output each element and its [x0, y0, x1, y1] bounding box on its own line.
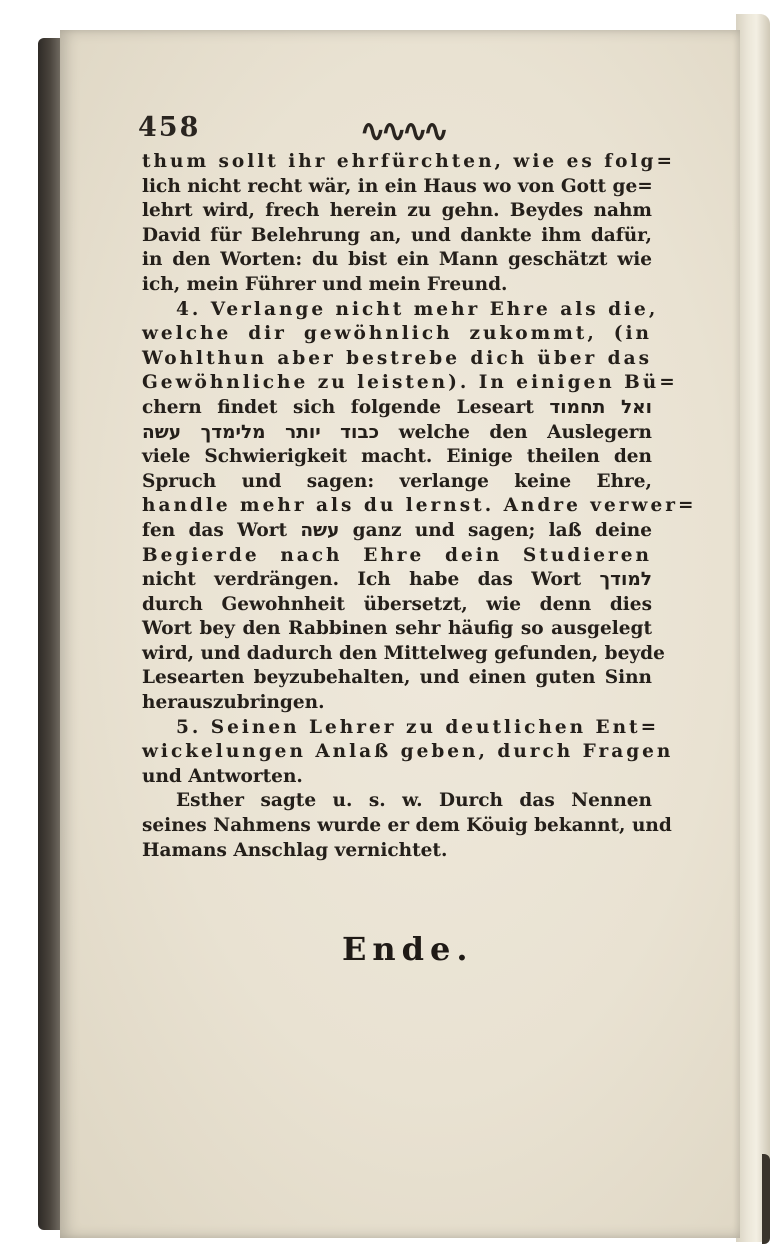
text-line: [142, 568, 652, 593]
line-text: Esther sagte u. s. w. Durch das Nennen: [176, 790, 652, 812]
hebrew-text: ואל תחמוד: [549, 396, 652, 418]
text-line: [142, 298, 659, 323]
line-text: welche den Auslegern: [398, 421, 653, 443]
line-text: Spruch und sagen: verlange keine Ehre,: [142, 470, 652, 492]
text-line: [142, 371, 678, 396]
end-word: Ende.: [342, 930, 474, 968]
text-line: [142, 273, 652, 298]
line-text: viele Schwierigkeit macht. Einige theilen den: [142, 446, 652, 468]
text-line: [142, 716, 660, 741]
text-line: [142, 470, 652, 495]
line-text: Wort bey den Rabbinen sehr häufig so ausgelegt: [142, 618, 652, 640]
text-line: [142, 175, 652, 200]
line-text: 4. Verlange nicht mehr Ehre als die,: [176, 298, 659, 320]
line-text: durch Gewohnheit übersetzt, wie denn dies: [142, 593, 652, 615]
line-text: herauszubringen.: [142, 692, 325, 714]
text-line: [142, 494, 697, 519]
line-text: lich nicht recht wär, in ein Haus wo von Gott ge=: [142, 175, 653, 197]
line-text: fen das Wort: [142, 519, 288, 541]
line-text: in den Worten: du bist ein Mann geschätzt wie: [142, 249, 652, 271]
line-text: 5. Seinen Lehrer zu deutlichen Ent=: [176, 716, 660, 738]
text-line: [142, 839, 652, 864]
line-text: Gewöhnliche zu leisten). In einigen Bü=: [142, 372, 678, 394]
text-line: [142, 765, 652, 790]
header-ornament: ∿∿∿∿: [360, 114, 445, 149]
line-text: thum sollt ihr ehrfürchten, wie es folg=: [142, 151, 675, 172]
text-line: [142, 519, 652, 544]
line-text: Hamans Anschlag vernichtet.: [142, 839, 448, 861]
text-line: [142, 150, 675, 175]
text-line: [142, 691, 652, 716]
line-text: handle mehr als du lernst. Andre verwer=: [142, 495, 697, 517]
text-line: [142, 617, 652, 642]
page-stack-edge: [736, 14, 770, 1242]
line-text: ganz und sagen; laß deine: [352, 519, 652, 541]
body-text: [142, 150, 697, 863]
line-text: nicht verdrängen. Ich habe das Wort: [142, 569, 582, 591]
text-line: [142, 740, 674, 765]
line-text: Lesearten beyzubehalten, und einen guten Sinn: [142, 667, 652, 689]
text-line: [142, 199, 652, 224]
line-text: ich, mein Führer und mein Freund.: [142, 273, 508, 295]
line-text: lehrt wird, frech herein zu gehn. Beydes nahm: [142, 200, 652, 222]
text-line: [142, 322, 652, 347]
text-line: [142, 642, 665, 667]
line-text: seines Nahmens wurde er dem Köuig bekannt, und: [142, 815, 672, 837]
text-line: [142, 445, 652, 470]
text-line: [142, 248, 652, 273]
hebrew-text: למודך: [599, 569, 652, 591]
page-number: 458: [138, 112, 201, 143]
line-text: wickelungen Anlaß geben, durch Fragen: [142, 741, 674, 763]
page-header: [138, 112, 738, 148]
hebrew-text: עשה: [300, 519, 340, 541]
line-text: und Antworten.: [142, 765, 303, 787]
text-line: [142, 593, 652, 618]
text-line: [142, 814, 672, 839]
text-line: [142, 421, 652, 446]
line-text: David für Belehrung an, und dankte ihm dafür,: [142, 224, 652, 246]
text-line: [142, 396, 652, 421]
line-text: Wohlthun aber bestrebe dich über das: [142, 347, 652, 369]
line-text: Begierde nach Ehre dein Studieren: [142, 544, 652, 566]
text-line: [142, 789, 652, 814]
text-line: [142, 666, 652, 691]
line-text: chern findet sich folgende Leseart: [142, 396, 534, 418]
text-line: [142, 347, 652, 372]
line-text: welche dir gewöhnlich zukommt, (in: [142, 323, 652, 345]
line-text: wird, und dadurch den Mittelweg gefunden, beyde: [142, 642, 665, 664]
text-line: [142, 544, 652, 569]
text-line: [142, 224, 652, 249]
hebrew-text: כבוד יותר מלימדך עשה: [142, 421, 380, 443]
